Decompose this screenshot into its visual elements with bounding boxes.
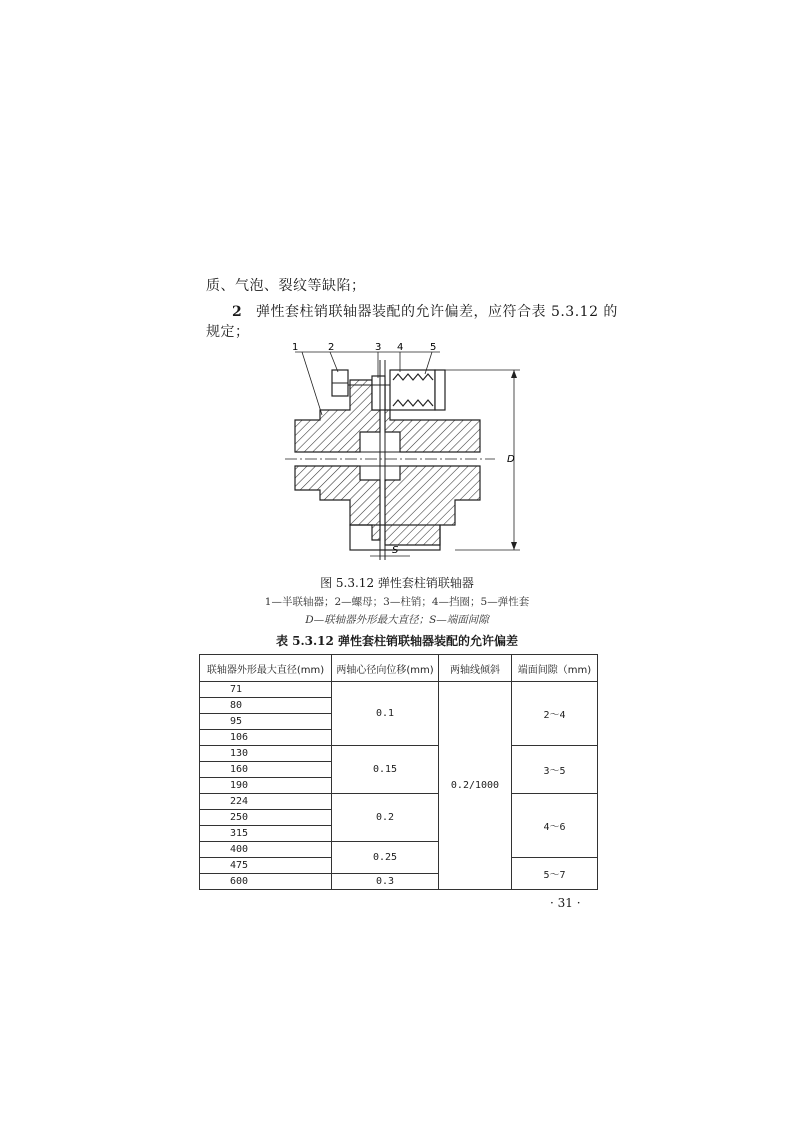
figure-legend: 1—半联轴器；2—螺母；3—柱销；4—挡圈；5—弹性套 [264, 596, 530, 608]
diameter-cell: 190 [200, 778, 332, 794]
page-number: · 31 · [550, 896, 581, 910]
callout-2: 2 [328, 342, 335, 353]
gap-cell: 2～4 [512, 682, 598, 746]
table-row [200, 682, 598, 698]
diameter-cell: 160 [200, 762, 332, 778]
table-title: 表 5.3.12 弹性套柱销联轴器装配的允许偏差 [275, 634, 519, 648]
radial-cell: 0.25 [332, 842, 439, 874]
figure-caption: 图 5.3.12 弹性套柱销联轴器 [320, 576, 474, 590]
dim-label-d: D [507, 454, 515, 465]
radial-cell: 0.15 [332, 746, 439, 794]
tilt-cell: 0.2/1000 [439, 682, 512, 890]
header-gap: 端面间隙（mm) [512, 655, 598, 682]
radial-cell: 0.1 [332, 682, 439, 746]
diameter-cell: 95 [200, 714, 332, 730]
radial-cell: 0.2 [332, 794, 439, 842]
pin-shape [372, 376, 385, 410]
diameter-cell: 80 [200, 698, 332, 714]
table-row [200, 794, 598, 810]
gap-cell: 4～6 [512, 794, 598, 858]
gap-cell: 5～7 [512, 858, 598, 890]
gap-cell: 3～5 [512, 746, 598, 794]
diameter-cell: 475 [200, 858, 332, 874]
header-tilt: 两轴线倾斜 [439, 655, 512, 682]
diameter-cell: 224 [200, 794, 332, 810]
radial-cell: 0.3 [332, 874, 439, 890]
table-header-row [200, 655, 598, 682]
callout-4: 4 [397, 342, 404, 353]
header-diameter: 联轴器外形最大直径(mm) [200, 655, 332, 682]
diameter-cell: 130 [200, 746, 332, 762]
diameter-cell: 71 [200, 682, 332, 698]
dim-label-s: S [392, 545, 399, 556]
diameter-cell: 315 [200, 826, 332, 842]
text-line-1: 质、气泡、裂纹等缺陷； [206, 278, 366, 294]
coupling-drawing [280, 340, 540, 568]
header-radial: 两轴心径向位移(mm) [332, 655, 439, 682]
table-row [200, 746, 598, 762]
diameter-cell: 600 [200, 874, 332, 890]
text-line-3: 规定； [206, 324, 250, 340]
diameter-cell: 106 [200, 730, 332, 746]
callout-5: 5 [430, 342, 437, 353]
callout-3: 3 [375, 342, 382, 353]
item-number: 2 [232, 304, 243, 320]
right-hub-lower-section [385, 466, 480, 545]
figure-legend-2: D—联轴器外形最大直径；S—端面间隙 [305, 614, 489, 626]
diameter-cell: 400 [200, 842, 332, 858]
text-line-2: 弹性套柱销联轴器装配的允许偏差，应符合表 5.3.12 的 [256, 304, 618, 320]
callout-1: 1 [292, 342, 299, 353]
left-hub-lower-section [295, 466, 380, 540]
diameter-cell: 250 [200, 810, 332, 826]
tolerance-table [199, 654, 598, 890]
